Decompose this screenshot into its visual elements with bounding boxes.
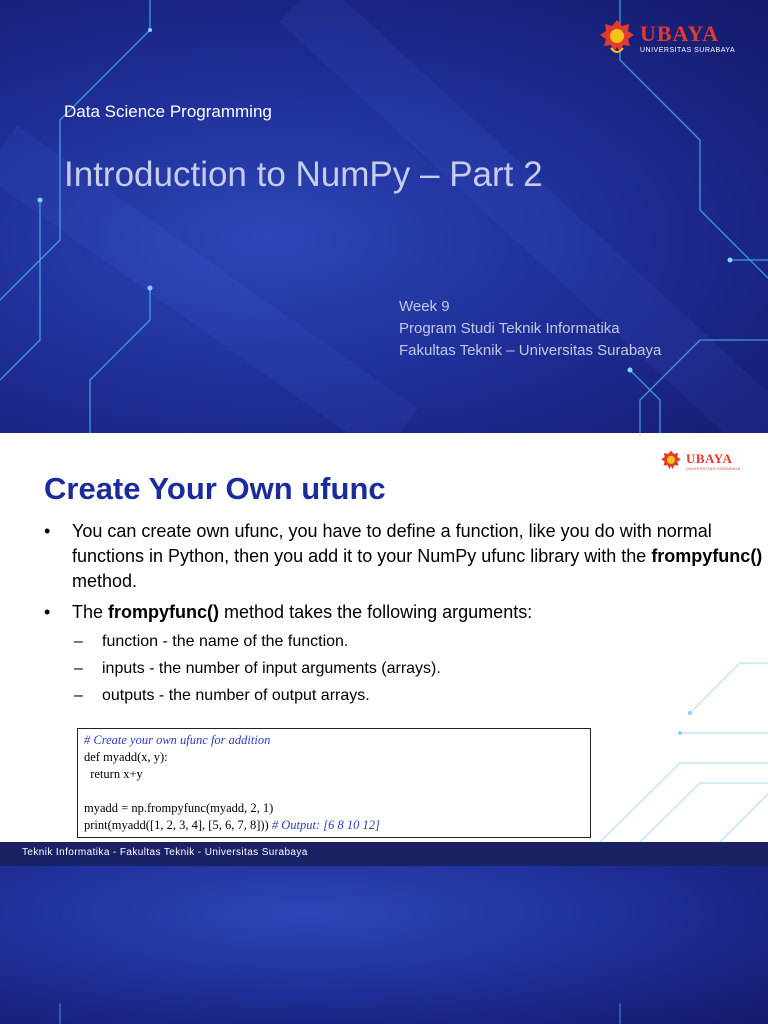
faculty-label: Fakultas Teknik – Universitas Surabaya <box>399 342 662 359</box>
presentation-title: Introduction to NumPy – Part 2 <box>64 155 543 194</box>
list-item: – inputs - the number of input arguments (arrays). <box>74 658 764 680</box>
code-comment: # Create your own ufunc for addition <box>84 733 271 747</box>
list-item: – function - the name of the function. <box>74 631 764 653</box>
dash-icon: – <box>74 660 83 677</box>
method-name: frompyfunc() <box>651 546 763 566</box>
bullet-icon: • <box>44 602 51 622</box>
bullet-icon: • <box>44 521 51 541</box>
ubaya-emblem-icon <box>598 18 636 58</box>
week-label: Week 9 <box>399 298 450 315</box>
logo-brand: UBAYA <box>686 450 733 466</box>
slide-footer <box>0 842 768 866</box>
title-slide <box>0 0 768 433</box>
bullet-list <box>44 519 764 712</box>
code-line: def myadd(x, y): <box>84 750 168 764</box>
code-comment: # Output: [6 8 10 12] <box>271 818 380 832</box>
code-line: return x+y <box>84 767 143 781</box>
sub-list <box>74 631 764 707</box>
list-item: • The frompyfunc() method takes the following arguments: <box>44 600 764 625</box>
ubaya-emblem-icon <box>660 449 682 473</box>
circuit-decoration <box>0 866 768 1024</box>
ubaya-logo <box>660 449 741 473</box>
footer-text: Teknik Informatika - Fakultas Teknik - Universitas Surabaya <box>22 847 308 858</box>
dash-icon: – <box>74 687 83 704</box>
next-slide-preview <box>0 866 768 1024</box>
ubaya-logo <box>598 18 735 58</box>
list-item: – outputs - the number of output arrays. <box>74 685 764 707</box>
method-name: frompyfunc() <box>108 602 220 622</box>
logo-brand: UBAYA <box>640 20 720 46</box>
content-slide <box>0 433 768 866</box>
code-line: print(myadd([1, 2, 3, 4], [5, 6, 7, 8])) # Output: [6 8 10 12] <box>84 818 380 832</box>
list-item: • You can create own ufunc, you have to define a function, like you do with normal functions in Python, then you add it to your NumPy ufunc library with the frompyfunc() method. <box>44 519 764 594</box>
code-block <box>77 728 591 838</box>
slide-title: Create Your Own ufunc <box>44 471 386 506</box>
program-label: Program Studi Teknik Informatika <box>399 320 620 337</box>
circuit-decoration <box>0 0 768 433</box>
slide-meta <box>399 296 661 362</box>
dash-icon: – <box>74 633 83 650</box>
code-line <box>84 783 584 800</box>
code-line: myadd = np.frompyfunc(myadd, 2, 1) <box>84 801 274 815</box>
logo-subtitle: UNIVERSITAS SURABAYA <box>640 46 736 54</box>
logo-subtitle: UNIVERSITAS SURABAYA <box>686 465 741 471</box>
course-name: Data Science Programming <box>64 102 272 121</box>
